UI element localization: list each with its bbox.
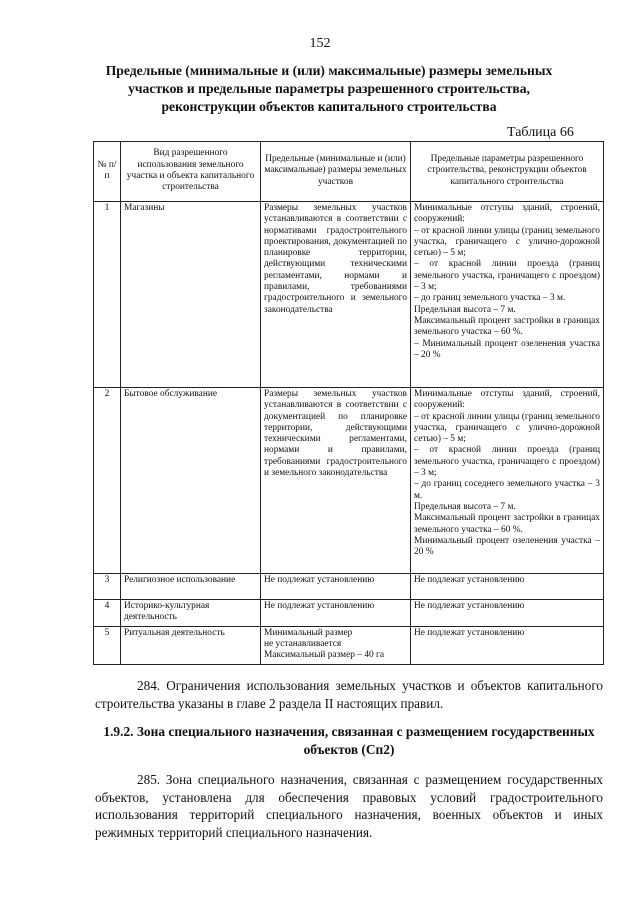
- param-line: Предельная высота – 7 м.: [414, 304, 516, 315]
- param-line: Минимальные отступы зданий, строений, сооружений:: [414, 389, 600, 411]
- param-line: Максимальный процент застройки в границах земельного участка – 60 %.: [414, 315, 600, 338]
- row-number: 5: [94, 626, 121, 664]
- row-number: 2: [94, 388, 121, 574]
- use-type-cell: Религиозное использование: [121, 574, 261, 600]
- construction-params-cell: Не подлежат установлению: [411, 626, 604, 664]
- header-plot-sizes: Предельные (минимальные и (или) максимальные) размеры земельных участков: [261, 142, 411, 202]
- section-heading: Предельные (минимальные и (или) максимальные) размеры земельных участков и предельные параметры разрешенного строительства, реконструкции объектов капитального строительства: [105, 63, 553, 114]
- param-line: – Минимальный процент озеленения участка – 20 %: [414, 338, 600, 360]
- use-type-cell: Магазины: [121, 202, 261, 388]
- page-number: 152: [309, 36, 331, 51]
- row-number: 4: [94, 600, 121, 627]
- table-row: [94, 202, 604, 388]
- paragraph-284: 284. Ограничения использования земельных участков и объектов капитального строительства указаны в главе 2 раздела II настоящих правил.: [95, 678, 603, 711]
- param-line: Минимальный процент озеленения участка – 20 %: [414, 535, 600, 558]
- param-line: Предельная высота – 7 м.: [414, 501, 516, 512]
- table-caption: Таблица 66: [507, 125, 574, 140]
- plot-sizes-cell: [261, 626, 411, 664]
- header-number: № п/п: [94, 142, 121, 202]
- param-line: – до границ соседнего земельного участка – 3 м.: [414, 479, 600, 501]
- table-row: [94, 388, 604, 574]
- paragraph-285: 285. Зона специального назначения, связанная с размещением государственных объектов, установлена для обеспечения правовых условий градостроительного использования территорий специального назначения, военных объектов и иных режимных территорий специального назначения.: [95, 772, 603, 840]
- plot-sizes-cell: Не подлежат установлению: [261, 600, 411, 627]
- plot-sizes-cell: Не подлежат установлению: [261, 574, 411, 600]
- param-line: – от красной линии проезда (границ земельного участка, граничащего с проездом) – 3 м;: [414, 445, 600, 479]
- size-line: Максимальный размер – 40 га: [264, 650, 385, 661]
- header-construction-params: Предельные параметры разрешенного строительства, реконструкции объектов капитального строительства: [411, 142, 604, 202]
- construction-params-cell: [411, 388, 604, 574]
- parameters-table: [93, 141, 604, 665]
- construction-params-cell: [411, 202, 604, 388]
- header-use-type: Вид разрешенного использования земельного участка и объекта капитального строительства: [121, 142, 261, 202]
- construction-params-cell: Не подлежат установлению: [411, 600, 604, 627]
- table-row: [94, 600, 604, 627]
- row-number: 1: [94, 202, 121, 388]
- table-header-row: [94, 142, 604, 202]
- param-line: Минимальные отступы зданий, строений, сооружений:: [414, 203, 600, 225]
- subsection-heading: 1.9.2. Зона специального назначения, связанная с размещением государственных объектов (Сп2): [103, 724, 595, 757]
- use-type-cell: Ритуальная деятельность: [121, 626, 261, 664]
- plot-sizes-cell: Размеры земельных участков устанавливаются в соответствии с нормативами градостроительного проектирования, документацией по планировке территории, действующими техническими регламентами, нормами и правилами, требованиями градостроительного и земельного законодательства: [261, 202, 411, 388]
- size-line: Минимальный размер: [264, 627, 353, 638]
- param-line: Максимальный процент застройки в границах земельного участка – 60 %.: [414, 513, 600, 535]
- construction-params-cell: Не подлежат установлению: [411, 574, 604, 600]
- param-line: – от красной линии улицы (границ земельного участка, граничащего с улично-дорожной сетью) – 5 м;: [414, 225, 600, 259]
- row-number: 3: [94, 574, 121, 600]
- param-line: – от красной линии проезда (границ земельного участка, граничащего с проездом) – 3 м;: [414, 259, 600, 293]
- use-type-cell: Бытовое обслуживание: [121, 388, 261, 574]
- param-line: – до границ земельного участка – 3 м.: [414, 293, 566, 304]
- table-row: [94, 574, 604, 600]
- plot-sizes-cell: Размеры земельных участков устанавливаются в соответствии с документацией по планировке территории, действующими техническими регламентами, нормами и правилами, требованиями градостроительного и земельного законодательства: [261, 388, 411, 574]
- use-type-cell: Историко-культурная деятельность: [121, 600, 261, 627]
- table-row: [94, 626, 604, 664]
- param-line: – от красной линии улицы (границ земельного участка, граничащего с улично-дорожной сетью) – 5 м;: [414, 411, 600, 445]
- size-line: не устанавливается: [264, 638, 342, 649]
